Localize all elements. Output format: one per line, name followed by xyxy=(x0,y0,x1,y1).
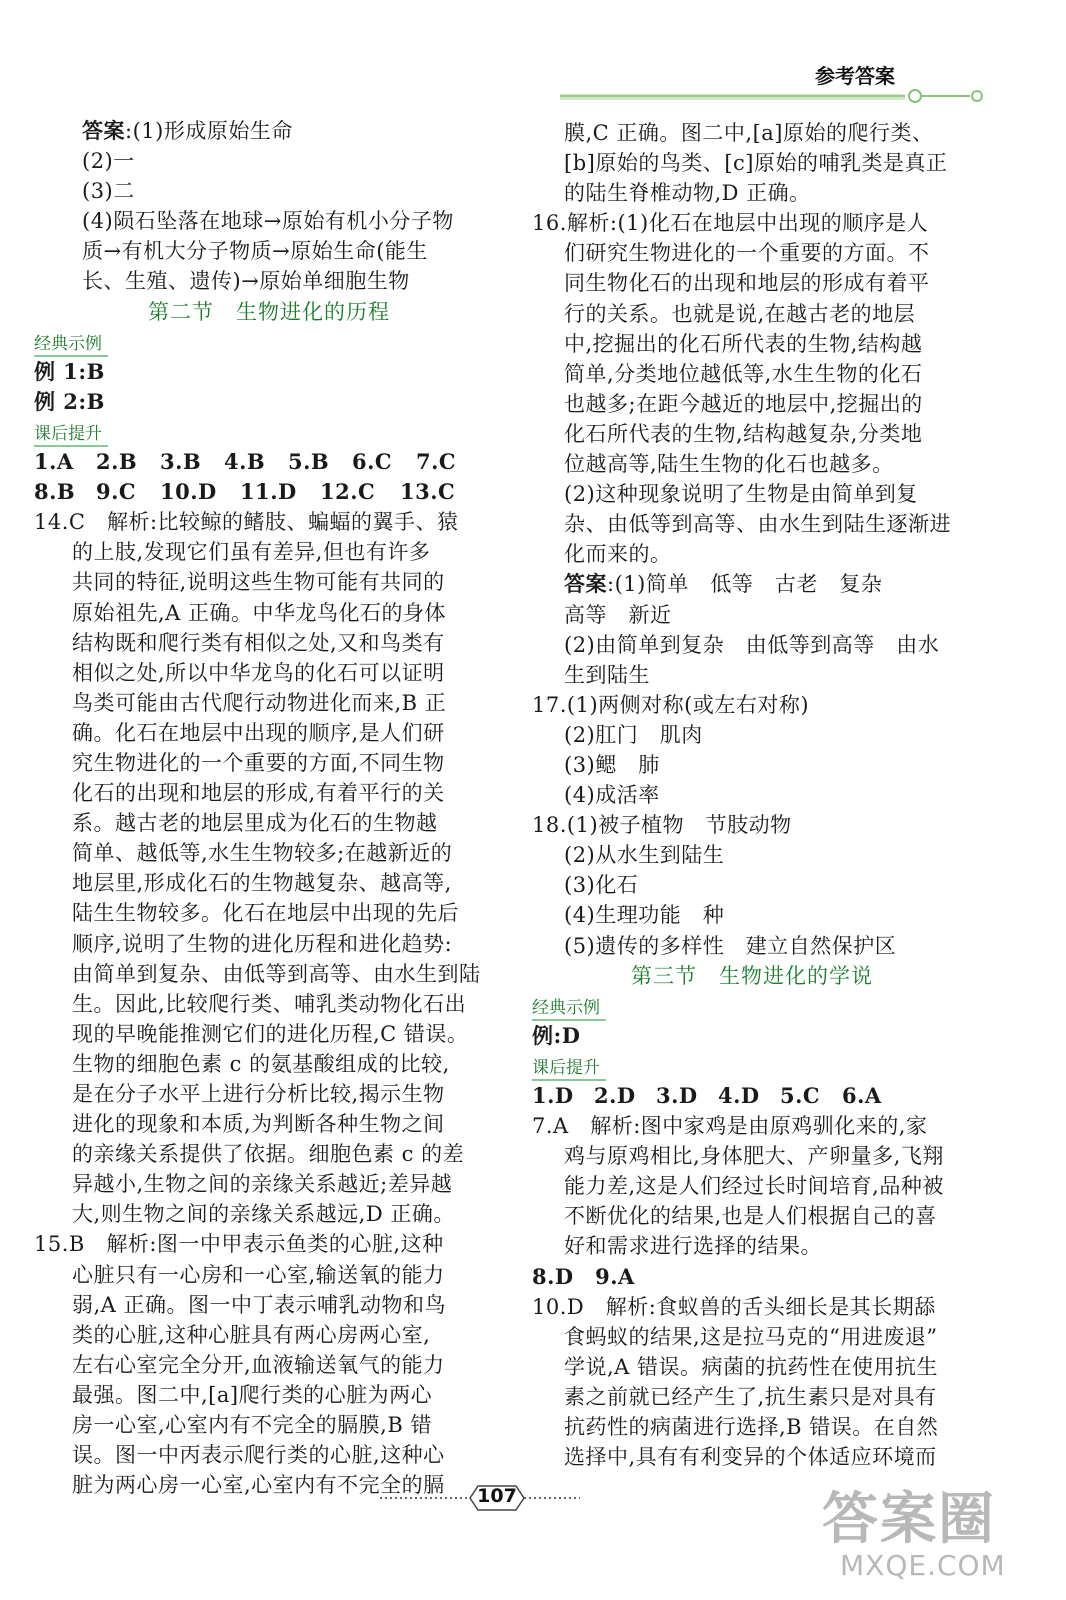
text-line: (4)生理功能 种 xyxy=(564,903,725,928)
watermark xyxy=(822,1487,1052,1590)
answer-item: 7.C xyxy=(416,449,457,475)
watermark-url: MXQE.COM xyxy=(840,1549,1006,1582)
answer-item: 5.C xyxy=(780,1083,821,1108)
answer-row: 8.D 9.A xyxy=(532,1263,635,1289)
text-line: 最强。图二中,[a]爬行类的心脏为两心 xyxy=(72,1382,433,1407)
text-line: 类的心脏,这种心脏具有两心房两心室, xyxy=(72,1322,431,1347)
answer-item: 2.B xyxy=(96,449,138,475)
text-line: (4)成活率 xyxy=(564,783,660,808)
text-line: 陆生生物较多。化石在地层中出现的先后 xyxy=(72,901,459,926)
text-line: 能力差,这是人们经过长时间培育,品种被 xyxy=(564,1174,944,1199)
text-line: 的陆生脊椎动物,D 正确。 xyxy=(564,181,811,206)
right-column xyxy=(532,118,972,1472)
text-line: 行的关系。也就是说,在越古老的地层 xyxy=(564,301,916,326)
answer-item: 11.D xyxy=(240,479,297,505)
text-line: [b]原始的鸟类、[c]原始的哺乳类是真正 xyxy=(564,151,948,176)
text-line: 生。因此,比较爬行类、哺乳类动物化石出 xyxy=(72,991,467,1016)
example-answer: 例 2:B xyxy=(34,388,105,414)
answer-line: (3)二 xyxy=(82,179,135,204)
text-line: 简单、越低等,水生生物较多;在越新近的 xyxy=(72,841,453,866)
answer-item: 5.B xyxy=(288,449,330,475)
subheading-row xyxy=(532,1051,972,1081)
text-line: 选择中,具有有利变异的个体适应环境而 xyxy=(564,1445,937,1470)
text-line: 也越多;在距今越近的地层中,挖掘出的 xyxy=(564,391,923,416)
answer-item: 12.C xyxy=(320,479,376,505)
text-line: 是在分子水平上进行分析比较,揭示生物 xyxy=(72,1082,445,1106)
answer-line: 长、生殖、遗传)→原始单细胞生物 xyxy=(82,269,410,294)
text-line: (2)从水生到陆生 xyxy=(564,843,725,868)
question-15-continued xyxy=(532,118,972,208)
question-16-answer-line: 生到陆生 xyxy=(564,662,650,687)
text-line: 地层里,形成化石的生物越复杂、越高等, xyxy=(72,871,452,896)
section-heading: 第三节 生物进化的学说 xyxy=(631,963,873,988)
answer-row xyxy=(34,447,504,477)
text-line: 同生物化石的出现和地层的形成有着平 xyxy=(564,271,930,296)
answer-item: 4.B xyxy=(224,449,266,475)
text-line: 杂、由低等到高等、由水生到陆生逐渐进 xyxy=(564,512,951,537)
text-line: 抗药性的病菌进行选择,B 错误。在自然 xyxy=(564,1415,939,1440)
text-line: 进化的现象和本质,为判断各种生物之间 xyxy=(72,1112,445,1137)
question-18-body xyxy=(532,840,972,960)
subheading-row xyxy=(34,327,504,357)
subheading-row xyxy=(532,991,972,1021)
subheading-after-class: 课后提升 xyxy=(532,1057,606,1081)
answer-text: :(1)简单 低等 古老 复杂 xyxy=(607,572,883,597)
text-line: 顺序,说明了生物的进化历程和进化趋势: xyxy=(72,931,453,956)
text-line: 位越高等,陆生生物的化石也越多。 xyxy=(564,452,894,477)
text-line: 相似之处,所以中华龙鸟的化石可以证明 xyxy=(72,660,445,685)
header-title: 参考答案 xyxy=(815,64,895,88)
example-answer: 例:D xyxy=(532,1022,581,1048)
text-line: 化石所代表的生物,结构越复杂,分类地 xyxy=(564,421,923,446)
text-line: 脏为两心房一心室,心室内有不完全的膈 xyxy=(72,1473,445,1498)
text-line: 简单,分类地位越低等,水生生物的化石 xyxy=(564,361,923,386)
answer-line: (2)一 xyxy=(82,149,135,174)
answer-label: 答案 xyxy=(564,571,607,597)
text-line: 共同的特征,说明这些生物可能有共同的 xyxy=(72,570,445,595)
text-line: 膜,C 正确。图二中,[a]原始的爬行类、 xyxy=(564,121,934,145)
answer-row xyxy=(34,477,504,507)
header-decoration xyxy=(560,86,990,106)
answer-item: 6.A xyxy=(842,1083,882,1108)
watermark-logo: 答案圈 xyxy=(822,1487,996,1552)
question-10-body xyxy=(532,1322,972,1472)
question-16-head: 16.解析:(1)化石在地层中出现的顺序是人 xyxy=(532,211,929,236)
text-line: (3)化石 xyxy=(564,873,639,898)
answer-item: 3.D xyxy=(656,1083,698,1108)
subheading-classic-examples: 经典示例 xyxy=(532,997,606,1021)
text-line: 大,则生物之间的亲缘关系越远,D 正确。 xyxy=(72,1202,455,1227)
text-line: (2)这种现象说明了生物是由简单到复 xyxy=(564,482,918,507)
text-line: 不断优化的结果,也是人们根据自己的喜 xyxy=(564,1204,937,1229)
question-15-head: 15.B 解析:图一中甲表示鱼类的心脏,这种 xyxy=(34,1232,444,1257)
answer-item: 8.B xyxy=(34,479,76,505)
question-14-body xyxy=(34,537,504,1229)
question-18-head: 18.(1)被子植物 节肢动物 xyxy=(532,813,792,838)
text-line: 现的早晚能推测它们的进化历程,C 错误。 xyxy=(72,1021,469,1046)
text-line: 异越小,生物之间的亲缘关系越近;差异越 xyxy=(72,1172,453,1197)
text-line: 弱,A 正确。图一中丁表示哺乳动物和鸟 xyxy=(72,1292,447,1317)
question-16-body xyxy=(532,238,972,569)
answer-item: 3.B xyxy=(160,449,202,475)
text-line: 结构既和爬行类有相似之处,又和鸟类有 xyxy=(72,630,445,655)
question-15-body xyxy=(34,1260,504,1501)
text-line: 学说,A 错误。病菌的抗药性在使用抗生 xyxy=(564,1354,939,1379)
text-line: 由简单到复杂、由低等到高等、由水生到陆 xyxy=(72,961,481,986)
question-17-head: 17.(1)两侧对称(或左右对称) xyxy=(532,692,810,717)
text-line: 中,挖掘出的化石所代表的生物,结构越 xyxy=(564,331,923,356)
section-heading: 第二节 生物进化的历程 xyxy=(148,299,390,324)
text-line: 原始祖先,A 正确。中华龙鸟化石的身体 xyxy=(72,600,447,625)
text-line: 好和需求进行选择的结果。 xyxy=(564,1234,822,1259)
text-line: 鸟类可能由古代爬行动物进化而来,B 正 xyxy=(72,690,447,715)
text-line: 们研究生物进化的一个重要的方面。不 xyxy=(564,241,930,266)
text-line: 化而来的。 xyxy=(564,542,672,567)
question-17-body xyxy=(532,720,972,810)
text-line: 的上肢,发现它们虽有差异,但也有许多 xyxy=(72,540,431,565)
question-10-head: 10.D 解析:食蚁兽的舌头细长是其长期舔 xyxy=(532,1294,936,1319)
answer-item: 1.D xyxy=(532,1083,574,1108)
answer-item: 4.D xyxy=(718,1083,760,1108)
text-line: (3)鳃 肺 xyxy=(564,752,660,777)
answer-item: 10.D xyxy=(160,479,217,505)
page-number: 107 xyxy=(477,1485,517,1507)
answer-line: 答案:(1)形成原始生命 xyxy=(82,118,293,143)
text-line: 化石的出现和地层的形成,有着平行的关 xyxy=(72,781,445,806)
question-7-body xyxy=(532,1141,972,1261)
text-line: (5)遗传的多样性 建立自然保护区 xyxy=(564,933,897,958)
question-16-answer-line: 高等 新近 xyxy=(564,602,672,627)
text-line: 鸡与原鸡相比,身体肥大、产卵量多,飞翔 xyxy=(564,1144,944,1169)
text-line: 系。越古老的地层里成为化石的生物越 xyxy=(72,811,438,836)
answer-item: 9.C xyxy=(96,479,137,505)
example-answer: 例 1:B xyxy=(34,358,105,384)
question-7-head: 7.A 解析:图中家鸡是由原鸡驯化来的,家 xyxy=(532,1114,928,1139)
text-line: 素之前就已经产生了,抗生素只是对具有 xyxy=(564,1384,937,1409)
subheading-row xyxy=(34,417,504,447)
question-16-answer-line: (2)由简单到复杂 由低等到高等 由水 xyxy=(564,632,940,657)
subheading-classic-examples: 经典示例 xyxy=(34,333,108,357)
left-column xyxy=(34,116,504,1500)
question-14-head: 14.C 解析:比较鲸的鳍肢、蝙蝠的翼手、猿 xyxy=(34,510,459,535)
text-line: 的亲缘关系提供了依据。细胞色素 c 的差 xyxy=(72,1142,465,1167)
answer-line: 质→有机大分子物质→原始生命(能生 xyxy=(82,239,428,264)
text-line: (2)肛门 肌肉 xyxy=(564,722,703,747)
subheading-after-class: 课后提升 xyxy=(34,423,108,447)
question-16-answer-line xyxy=(532,569,972,599)
answer-item: 2.D xyxy=(594,1083,636,1108)
text-line: 房一心室,心室内有不完全的膈膜,B 错 xyxy=(72,1413,432,1438)
text-line: 生物的细胞色素 c 的氨基酸组成的比较, xyxy=(72,1051,450,1076)
text-line: 食蚂蚁的结果,这是拉马克的“用进废退” xyxy=(564,1324,938,1349)
text-line: 究生物进化的一个重要的方面,不同生物 xyxy=(72,750,445,775)
text-line: 左右心室完全分开,血液输送氧气的能力 xyxy=(72,1352,445,1377)
text-line: 确。化石在地层中出现的顺序,是人们研 xyxy=(72,720,445,745)
answer-line: (4)陨石坠落在地球→原始有机小分子物 xyxy=(82,209,454,234)
answer-item: 6.C xyxy=(352,449,393,475)
answer-item: 1.A xyxy=(34,449,74,475)
answer-item: 13.C xyxy=(400,479,456,505)
answer-row xyxy=(532,1081,972,1111)
text-line: 心脏只有一心房和一心室,输送氧的能力 xyxy=(72,1262,445,1287)
text-line: 误。图一中丙表示爬行类的心脏,这种心 xyxy=(72,1443,445,1468)
